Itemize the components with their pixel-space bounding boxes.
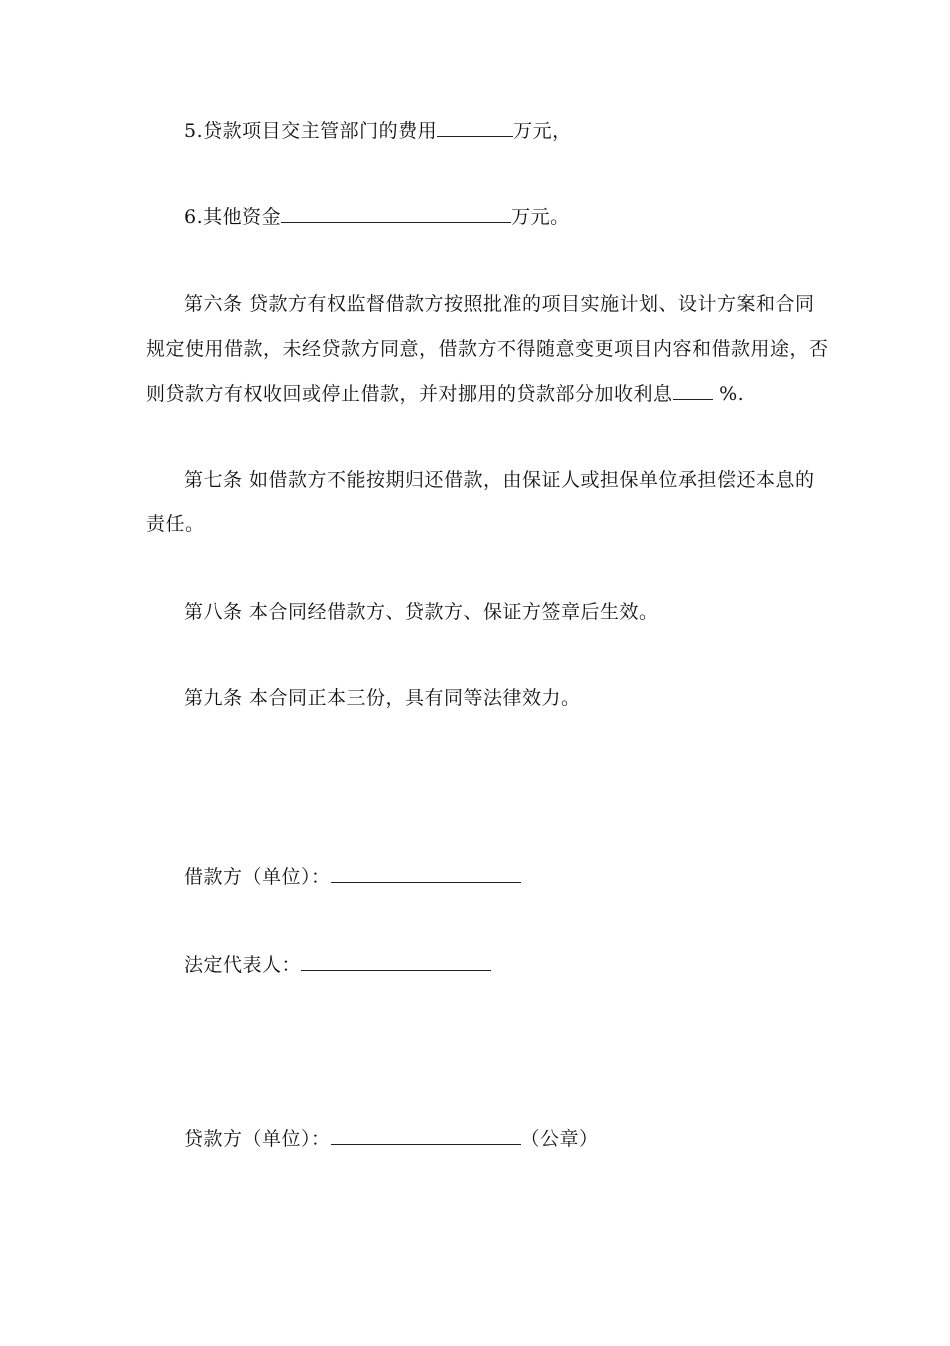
- legal-rep-label: 法定代表人：: [184, 954, 302, 976]
- lender-blank[interactable]: [331, 1126, 521, 1145]
- lender-label: 贷款方（单位）：: [184, 1128, 331, 1150]
- legal-rep-blank[interactable]: [301, 952, 491, 971]
- article-6-line-2: 规定使用借款，未经贷款方同意，借款方不得随意变更项目内容和借款用途，否: [146, 338, 829, 360]
- item-6-unit: 万元。: [511, 206, 570, 228]
- article-6-line-3-suffix: %.: [719, 383, 745, 405]
- legal-rep-signature: [184, 952, 491, 977]
- article-7-line-1: 第七条 如借款方不能按期归还借款，由保证人或担保单位承担偿还本息的: [184, 469, 815, 491]
- lender-seal: （公章）: [520, 1128, 599, 1150]
- lender-signature: [184, 1126, 599, 1151]
- borrower-label: 借款方（单位）：: [184, 866, 331, 888]
- item-6-blank[interactable]: [281, 204, 511, 223]
- item-5: [184, 118, 572, 143]
- item-5-text: 5.贷款项目交主管部门的费用: [184, 120, 438, 142]
- borrower-blank[interactable]: [331, 864, 521, 883]
- article-6-line-1: 第六条 贷款方有权监督借款方按照批准的项目实施计划、设计方案和合同: [184, 293, 815, 315]
- article-7-line-2: 责任。: [146, 513, 205, 535]
- article-6-line-3: [146, 381, 744, 406]
- article-9: 第九条 本合同正本三份，具有同等法律效力。: [184, 687, 581, 709]
- item-6-text: 6.其他资金: [184, 206, 282, 228]
- article-8: 第八条 本合同经借款方、贷款方、保证方签章后生效。: [184, 601, 659, 623]
- item-6: [184, 204, 570, 229]
- article-6-line-3-text: 则贷款方有权收回或停止借款，并对挪用的贷款部分加收利息: [146, 383, 673, 405]
- interest-rate-blank[interactable]: [673, 381, 713, 400]
- item-5-unit: 万元，: [513, 120, 572, 142]
- item-5-blank[interactable]: [437, 118, 513, 137]
- borrower-signature: [184, 864, 521, 889]
